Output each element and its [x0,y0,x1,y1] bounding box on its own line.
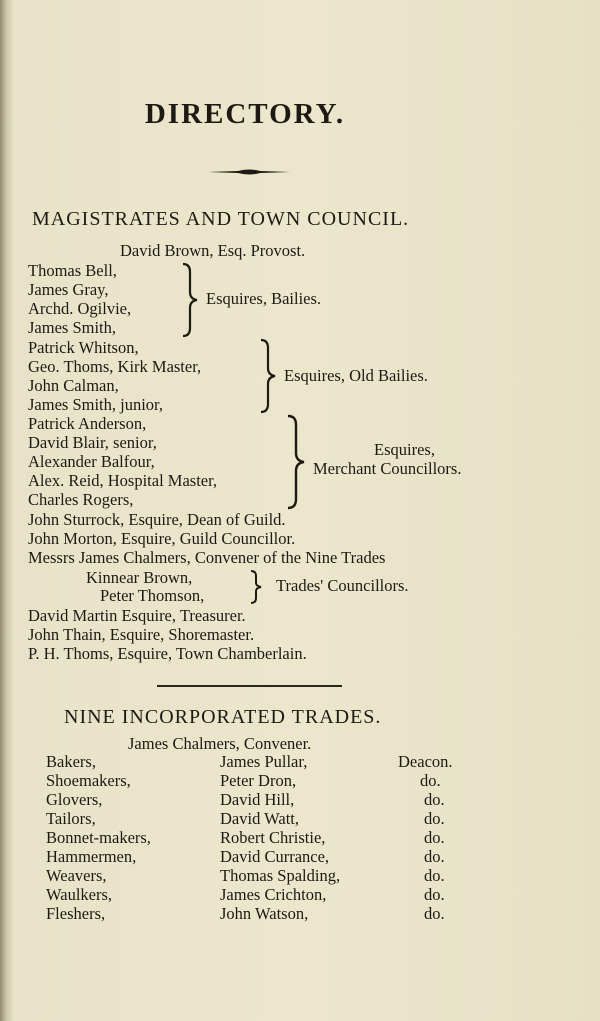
old-bailies-label: Esquires, Old Bailies. [284,366,428,385]
deacon-name-cell: David Currance, [220,847,330,866]
guild-councillor-line: John Morton, Esquire, Guild Councillor. [28,529,296,548]
treasurer-line: David Martin Esquire, Treasurer. [28,606,246,625]
magistrates-heading: MAGISTRATES AND TOWN COUNCIL. [32,208,410,230]
deacon-name-cell: Robert Christie, [220,828,326,847]
deacon-name-cell: James Pullar, [220,752,308,771]
role-cell: do. [420,771,441,790]
page-title: DIRECTORY. [144,98,346,130]
deacon-name-cell: David Watt, [220,809,300,828]
trade-cell: Tailors, [46,809,96,828]
role-cell: do. [424,790,445,809]
bailie-name: Thomas Bell, [28,261,117,280]
trades-table [0,752,600,932]
trades-convener-line: James Chalmers, Convener. [128,734,312,753]
bailies-brace [180,262,200,338]
trade-cell: Bonnet-makers, [46,828,151,847]
role-cell: do. [424,904,445,923]
merchant-councillor-name: Alexander Balfour, [28,452,155,471]
deacon-name-cell: James Crichton, [220,885,327,904]
convener-line: Messrs James Chalmers, Convener of the Nine Trades [28,548,386,567]
old-bailie-name: John Calman, [28,376,119,395]
role-cell: Deacon. [398,752,453,771]
old-bailie-name: Patrick Whitson, [28,338,139,357]
role-cell: do. [424,866,445,885]
merchant-councillors-label-2: Merchant Councillors. [313,459,462,478]
shoremaster-line: John Thain, Esquire, Shoremaster. [28,625,255,644]
trades-councillors-label: Trades' Councillors. [276,576,409,595]
chamberlain-line: P. H. Thoms, Esquire, Town Chamberlain. [28,644,307,663]
provost-line: David Brown, Esq. Provost. [120,241,306,260]
trade-cell: Fleshers, [46,904,106,923]
trade-cell: Shoemakers, [46,771,131,790]
merchant-councillor-name: Charles Rogers, [28,490,134,509]
merchant-councillors-label-1: Esquires, [374,440,435,459]
deacon-name-cell: John Watson, [220,904,309,923]
merchant-councillor-name: Patrick Anderson, [28,414,147,433]
trade-cell: Glovers, [46,790,103,809]
bailie-name: James Smith, [28,318,117,337]
trade-cell: Weavers, [46,866,107,885]
section-divider [157,685,342,687]
old-bailies-brace [258,338,278,414]
bailie-name: Archd. Ogilvie, [28,299,132,318]
role-cell: do. [424,828,445,847]
trades-councillors-brace [248,569,264,605]
trades-councillor-name: Peter Thomson, [100,586,205,605]
role-cell: do. [424,809,445,828]
deacon-name-cell: Peter Dron, [220,771,297,790]
trades-heading: NINE INCORPORATED TRADES. [64,706,382,728]
bailies-label: Esquires, Bailies. [206,289,322,308]
trades-councillor-name: Kinnear Brown, [86,568,193,587]
merchant-councillor-name: David Blair, senior, [28,433,157,452]
trade-cell: Waulkers, [46,885,113,904]
trade-cell: Bakers, [46,752,96,771]
deacon-name-cell: David Hill, [220,790,295,809]
old-bailie-name: James Smith, junior, [28,395,164,414]
role-cell: do. [424,885,445,904]
bailie-name: James Gray, [28,280,109,299]
role-cell: do. [424,847,445,866]
dean-line: John Sturrock, Esquire, Dean of Guild. [28,510,286,529]
old-bailie-name: Geo. Thoms, Kirk Master, [28,357,202,376]
trade-cell: Hammermen, [46,847,137,866]
merchant-councillor-name: Alex. Reid, Hospital Master, [28,471,218,490]
merchant-councillors-brace [285,414,307,510]
deacon-name-cell: Thomas Spalding, [220,866,341,885]
title-ornament [208,168,290,176]
